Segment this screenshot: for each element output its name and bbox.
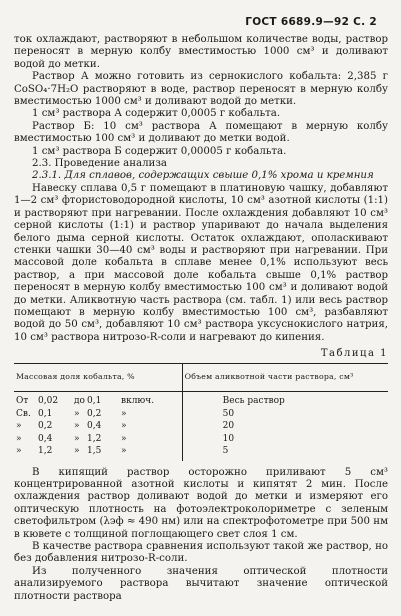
cell-aliquot-volume: 10 xyxy=(222,433,235,444)
section-title: 2.3. Проведение анализа xyxy=(32,158,167,170)
table-header-cobalt: Массовая доля кобальта, % xyxy=(14,363,182,392)
paragraph-solution-b-concentration: 1 см³ раствора Б содержит 0,00005 г кобальта. xyxy=(32,145,287,157)
range-part: 0,02 xyxy=(38,396,59,407)
cell-aliquot-volume: Весь раствор xyxy=(222,396,285,407)
range-part: 1,5 xyxy=(87,446,102,457)
table-row xyxy=(14,392,388,408)
table-header-volume: Объем аликвотной части раствора, см³ xyxy=(182,363,388,392)
subsection-title: 2.3.1. Для сплавов, содержащих свыше 0,1% хрома и кремния xyxy=(32,170,374,182)
range-part: » xyxy=(121,446,127,457)
table-row xyxy=(14,445,388,461)
paragraph-measurement: В кипящий раствор осторожно приливают 5 см³ концентрированной азотной кислоты и кипятят 2 мин. После охлаждения раствор доливают водой до метки и измеряют его оптическую плотность на фотоэлектроколориметре с зеленым светофильтром (λэф ≈ 490 нм) или на спектрофотометре при 500 нм в кювете с толщиной поглощающего свет слоя 1 см. xyxy=(14,466,388,540)
cell-cobalt-range xyxy=(14,420,182,433)
range-part: » xyxy=(74,408,80,419)
range-part: до xyxy=(74,396,85,407)
range-part: 0,1 xyxy=(38,408,53,419)
paragraph-subtraction: Из полученного значения оптической плотности анализируемого раствора вычитают значение оптической плотности раствора xyxy=(14,565,388,602)
range-part: » xyxy=(16,433,22,444)
table-row xyxy=(14,408,388,421)
table-caption: Таблица 1 xyxy=(320,348,388,360)
range-part: 0,2 xyxy=(38,421,53,432)
cell-aliquot-volume: 50 xyxy=(222,408,235,419)
paragraph-reference-solution: В качестве раствора сравнения используют такой же раствор, но без добавления нитрозо-R-соли. xyxy=(14,541,388,565)
range-part: » xyxy=(121,421,127,432)
range-part: 0,2 xyxy=(87,408,102,419)
paragraph-solution-b: Раствор Б: 10 см³ раствора А помещают в мерную колбу вместимостью 100 см³ и доливают до метки водой. xyxy=(14,120,388,145)
range-part: » xyxy=(16,421,22,432)
document-body xyxy=(14,34,388,603)
cell-aliquot-volume: 20 xyxy=(222,421,235,432)
cell-cobalt-range xyxy=(14,433,182,446)
range-part: » xyxy=(121,408,127,419)
range-part: 1,2 xyxy=(38,446,53,457)
range-part: » xyxy=(74,433,80,444)
range-part: включ. xyxy=(121,396,155,407)
range-part: » xyxy=(74,421,80,432)
range-part: 1,2 xyxy=(87,433,102,444)
cell-cobalt-range xyxy=(14,445,182,461)
cell-cobalt-range xyxy=(14,408,182,421)
table-cobalt-aliquot xyxy=(14,363,388,461)
cell-cobalt-range xyxy=(14,392,182,408)
table-row xyxy=(14,433,388,446)
range-part: » xyxy=(16,446,22,457)
range-part: » xyxy=(74,446,80,457)
paragraph-solution-a-concentration: 1 см³ раствора А содержит 0,0005 г кобальта. xyxy=(32,108,281,120)
paragraph-continuation: ток охлаждают, растворяют в небольшом количестве воды, раствор переносят в мерную колбу вместимостью 1000 см³ и доливают водой до метки. xyxy=(14,34,388,70)
paragraph-solution-a: Раствор А можно готовить из сернокислого кобальта: 2,385 г CoSO₄·7H₂O растворяют в воде, раствор переносят в мерную колбу вместимостью 1000 см³ и доливают водой до метки. xyxy=(14,71,388,108)
cell-aliquot-volume: 5 xyxy=(222,446,229,457)
range-part: От xyxy=(16,396,29,407)
range-part: » xyxy=(121,433,127,444)
page-header: ГОСТ 6689.9—92 С. 2 xyxy=(245,16,377,28)
table-row xyxy=(14,420,388,433)
paragraph-procedure: Навеску сплава 0,5 г помещают в платиновую чашку, добавляют 1—2 см³ фтористоводородной кислоты, 10 см³ азотной кислоты (1:1) и растворяют при нагревании. После охлаждения добавляют 10 см³ серной кислоты (1:1) и раствор упаривают до начала выделения белого дыма серной кислоты. Остаток охлаждают, ополаскивают стенки чашки 30—40 см³ воды и растворяют при нагревании. При массовой доле кобальта в сплаве менее 0,1% используют весь раствор, а при массовой доле кобальта свыше 0,1% раствор переносят в мерную колбу вместимостью 100 см³ и доливают водой до метки. Аликвотную часть раствора (см. табл. 1) или весь раствор помещают в мерную колбу вместимостью 100 см³, разбавляют водой до 50 см³, добавляют 10 см³ раствора уксуснокислого натрия, 10 см³ раствора нитрозо-R-соли и нагревают до кипения. xyxy=(14,182,388,343)
range-part: Св. xyxy=(16,408,31,419)
range-part: 0,1 xyxy=(87,396,102,407)
range-part: 0,4 xyxy=(87,421,102,432)
range-part: 0,4 xyxy=(38,433,53,444)
